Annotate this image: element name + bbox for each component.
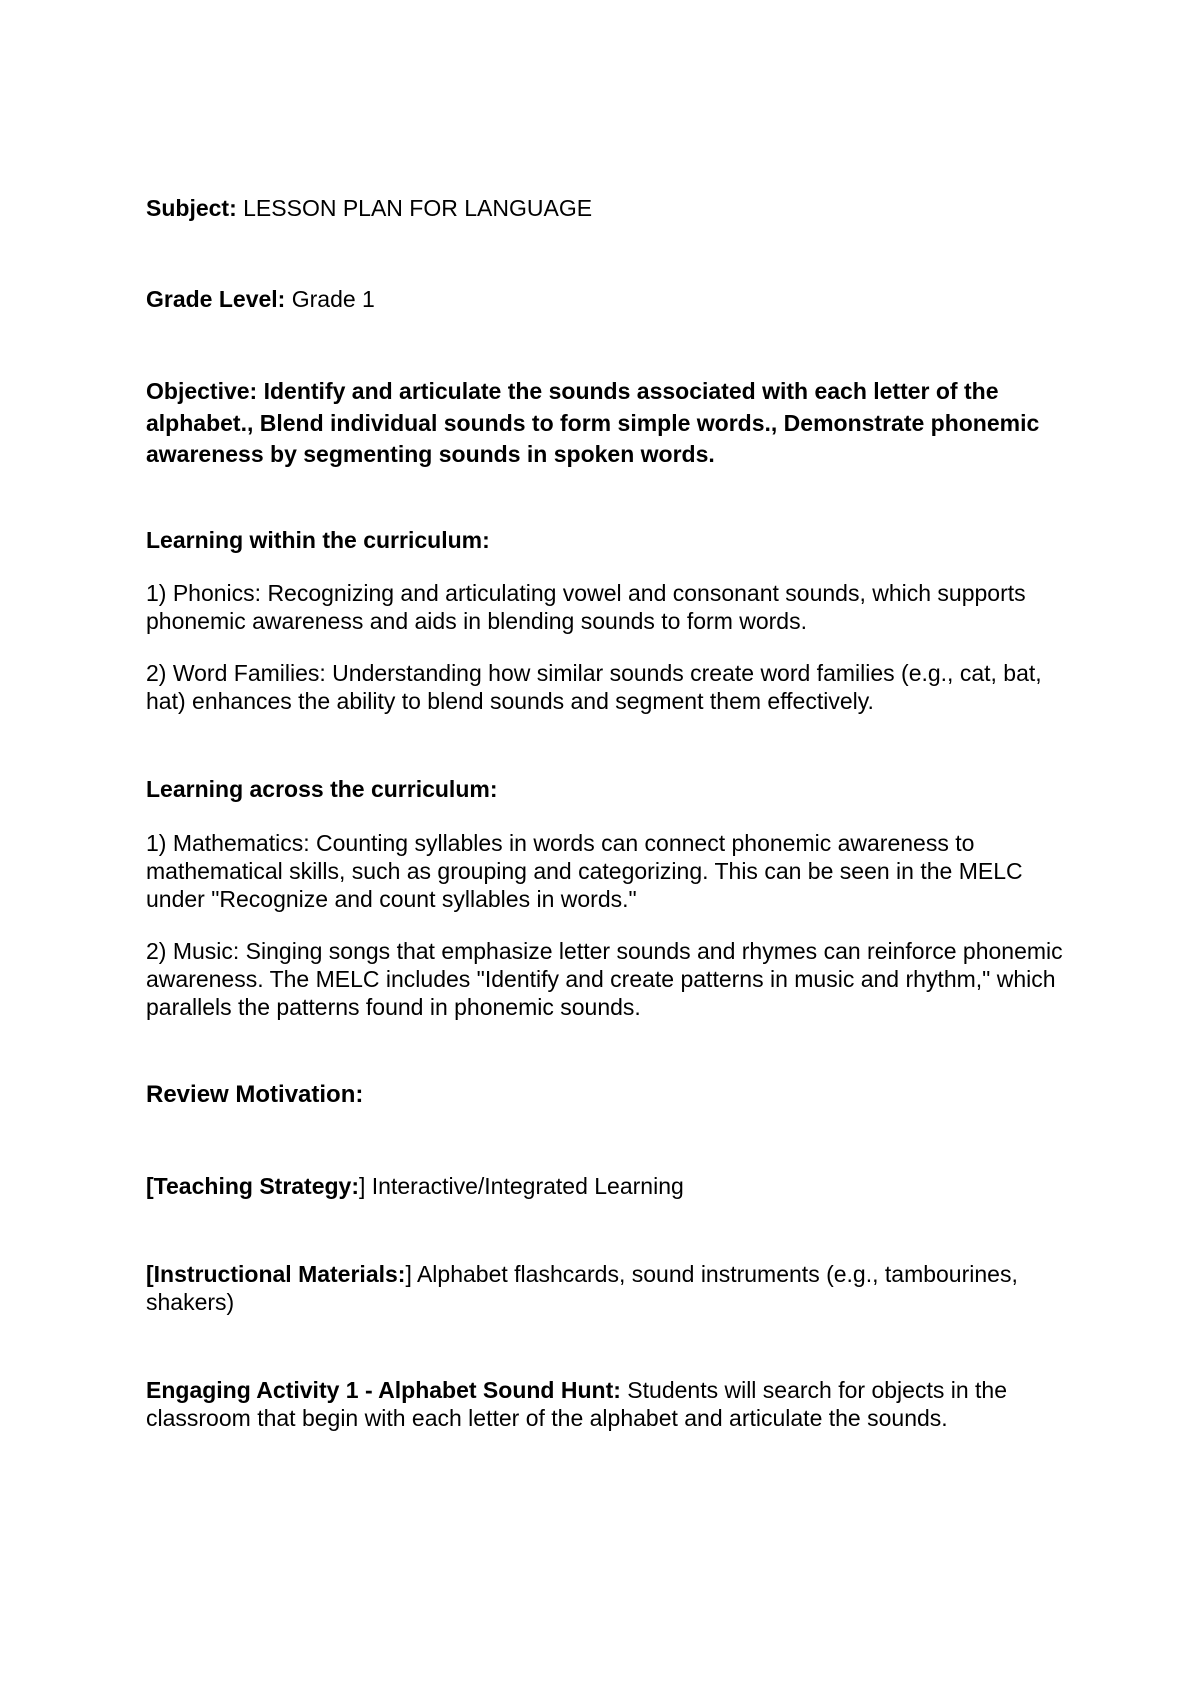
learning-within-heading: Learning within the curriculum: <box>146 527 490 553</box>
instructional-materials-line <box>146 1260 1076 1316</box>
learning-within-item-2: 2) Word Families: Understanding how similar sounds create word families (e.g., cat, bat, hat) enhances the ability to blend sounds and segment them effectively. <box>146 660 1042 714</box>
subject-value: LESSON PLAN FOR LANGUAGE <box>243 195 593 221</box>
objective-paragraph <box>146 376 1076 471</box>
learning-across-heading: Learning across the curriculum: <box>146 776 498 802</box>
grade-level-line <box>146 285 1076 313</box>
learning-within-item-1: 1) Phonics: Recognizing and articulating vowel and consonant sounds, which supports phonemic awareness and aids in blending sounds to form words. <box>146 580 1026 634</box>
teaching-strategy-line <box>146 1172 1076 1200</box>
review-motivation-heading: Review Motivation: <box>146 1081 364 1108</box>
engaging-activity-value: Students will search for objects in the classroom that begin with each letter of the alphabet and articulate the sounds. <box>146 1377 1007 1431</box>
learning-across-item-2: 2) Music: Singing songs that emphasize letter sounds and rhymes can reinforce phonemic awareness. The MELC includes "Identify and create patterns in music and rhythm," which parallels the patterns found in phonemic sounds. <box>146 938 1063 1020</box>
engaging-activity-line <box>146 1376 1076 1432</box>
engaging-activity-label: Engaging Activity 1 - Alphabet Sound Hunt: <box>146 1377 621 1403</box>
teaching-strategy-open-bracket: [ <box>146 1173 154 1199</box>
objective-label: Objective: <box>146 378 258 404</box>
subject-label: Subject: <box>146 195 237 221</box>
teaching-strategy-value: Interactive/Integrated Learning <box>365 1173 684 1199</box>
subject-line <box>146 194 1076 222</box>
grade-level-label: Grade Level: <box>146 286 286 312</box>
instructional-materials-value: Alphabet flashcards, sound instruments (e.g., tambourines, shakers) <box>146 1261 1018 1315</box>
instructional-materials-close-bracket: ] <box>405 1261 412 1287</box>
learning-across-item-1: 1) Mathematics: Counting syllables in words can connect phonemic awareness to mathematical skills, such as grouping and categorizing. This can be seen in the MELC under "Recognize and count syllables in words." <box>146 830 1023 912</box>
grade-level-value: Grade 1 <box>291 286 375 312</box>
teaching-strategy-close-bracket: ] <box>359 1173 366 1199</box>
instructional-materials-label: Instructional Materials: <box>153 1261 406 1287</box>
objective-value: Identify and articulate the sounds associated with each letter of the alphabet., Blend individual sounds to form simple words., Demonstrate phonemic awareness by segmenting sounds in spoken words. <box>146 378 1040 467</box>
teaching-strategy-label: Teaching Strategy: <box>153 1173 360 1199</box>
instructional-materials-open-bracket: [ <box>146 1261 154 1287</box>
